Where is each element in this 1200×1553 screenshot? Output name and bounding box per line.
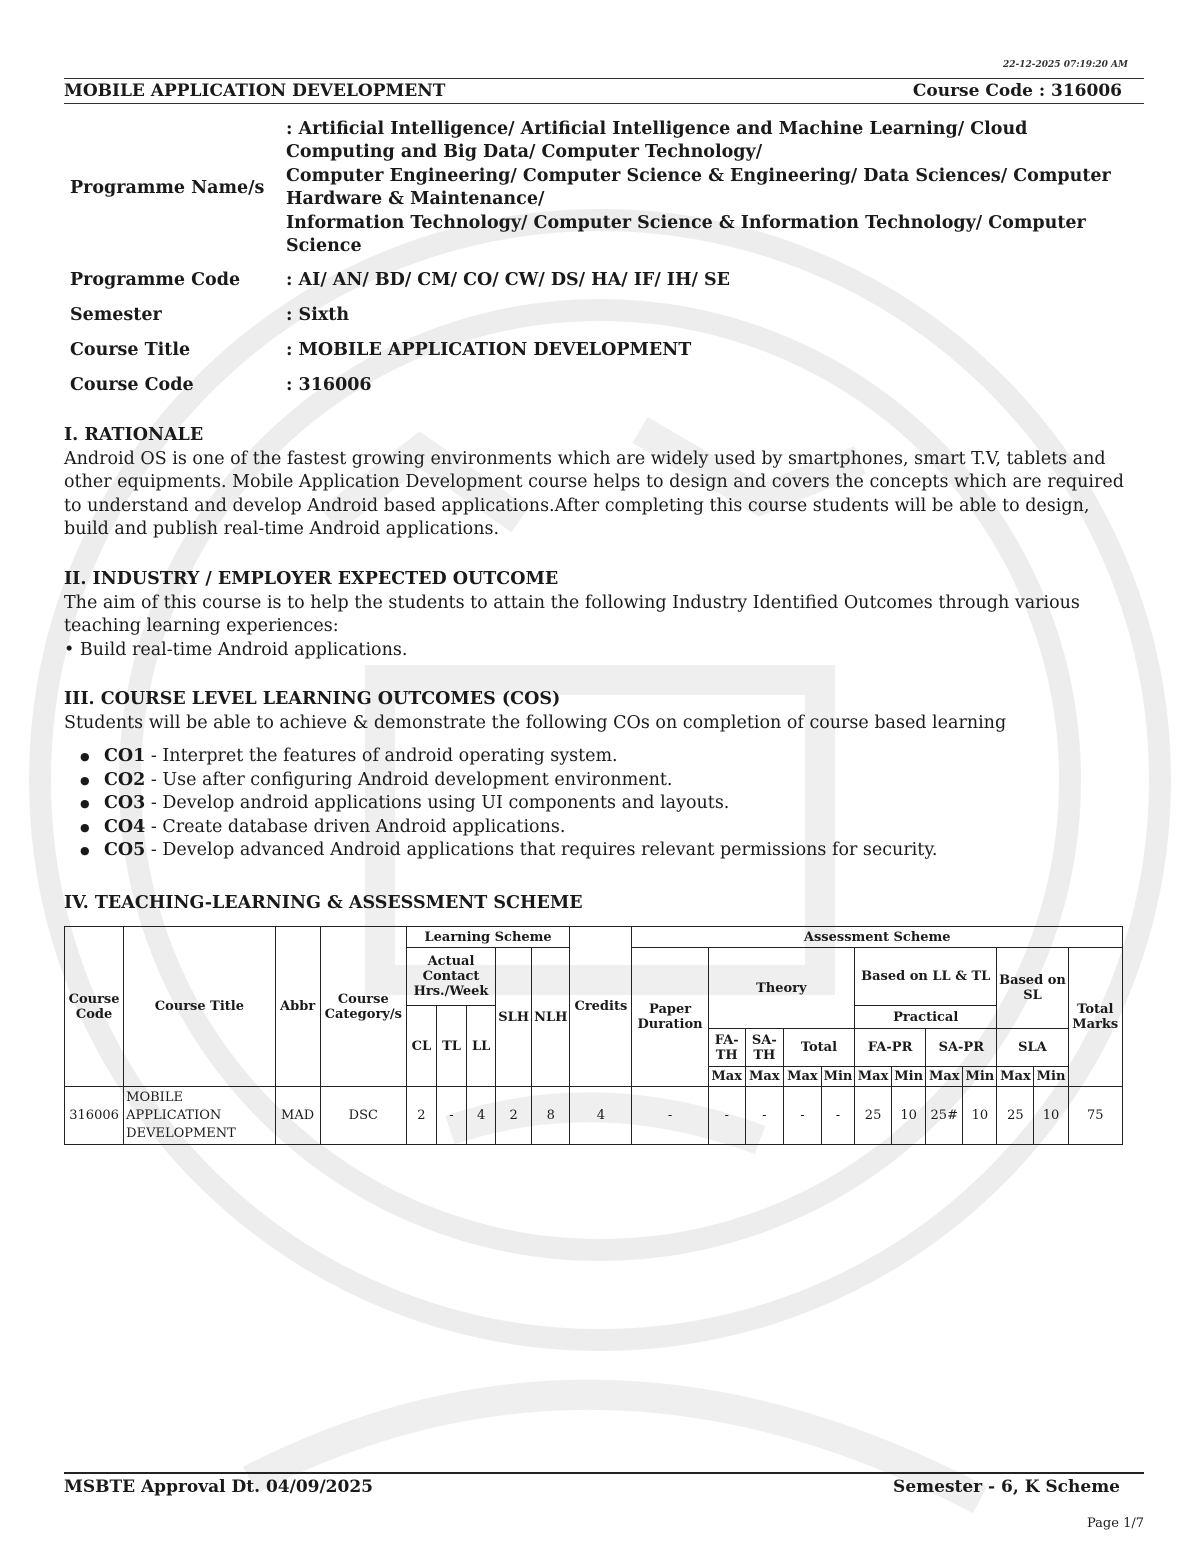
th-slh: SLH: [496, 948, 532, 1087]
cell-cl: 2: [406, 1087, 436, 1145]
th-max: Max: [926, 1067, 963, 1087]
table-row: [65, 1087, 1123, 1145]
cell-sa-pr-max: 25#: [926, 1087, 963, 1145]
cell-category: DSC: [320, 1087, 406, 1145]
co-item: ● CO3 - Develop android applications using UI components and layouts.: [104, 792, 1134, 816]
course-code-label: Course Code: [70, 374, 194, 395]
rationale-heading: I. RATIONALE: [64, 425, 204, 445]
industry-heading: II. INDUSTRY / EMPLOYER EXPECTED OUTCOME: [64, 569, 559, 589]
th-actual-contact: Actual Contact Hrs./Week: [406, 948, 495, 1006]
th-practical: Practical: [855, 1006, 997, 1029]
cell-total-max: -: [783, 1087, 821, 1145]
programme-name-label: Programme Name/s: [70, 178, 265, 198]
th-paper-duration: Paper Duration: [632, 948, 708, 1087]
page-header: [64, 78, 1144, 104]
co-list: [64, 745, 1134, 863]
th-max: Max: [783, 1067, 821, 1087]
rationale-section: [64, 424, 1134, 542]
cell-sla-max: 25: [997, 1087, 1034, 1145]
cell-fa-pr-min: 10: [892, 1087, 926, 1145]
th-tl: TL: [436, 1006, 466, 1087]
cell-ll: 4: [467, 1087, 496, 1145]
programme-code-value: : AI/ AN/ BD/ CM/ CO/ CW/ DS/ HA/ IF/ IH/ SE: [286, 269, 730, 290]
cell-credits: 4: [570, 1087, 632, 1145]
th-total-marks: Total Marks: [1068, 948, 1122, 1087]
th-max: Max: [745, 1067, 783, 1087]
industry-section: [64, 568, 1134, 662]
th-max: Max: [855, 1067, 892, 1087]
th-theory: Theory: [708, 948, 854, 1029]
th-category: Course Category/s: [320, 927, 406, 1087]
programme-name-line: : Artificial Intelligence/ Artificial Intelligence and Machine Learning/ Cloud Computing and Big Data/ Computer Technology/: [286, 118, 1028, 162]
th-assessment-scheme: Assessment Scheme: [632, 927, 1123, 948]
industry-bullet: • Build real-time Android applications.: [64, 639, 408, 660]
th-sa-th: SA-TH: [745, 1029, 783, 1067]
header-course-code: Course Code : 316006: [912, 81, 1122, 101]
rationale-text: Android OS is one of the fastest growing environments which are widely used by smartphones, smart T.V, tablets and other equipments. Mobile Application Development course helps to design and covers the concepts which are required to understand and develop Android based applications.After completing this course students will be able to design, build and publish real-time Android applications.: [64, 448, 1124, 539]
programme-name-line: Computer Engineering/ Computer Science & Engineering/ Data Sciences/ Computer Hardware & Maintenance/: [286, 165, 1111, 209]
th-abbr: Abbr: [275, 927, 320, 1087]
th-max: Max: [708, 1067, 745, 1087]
course-title-label: Course Title: [70, 339, 191, 360]
cell-sa-th-max: -: [745, 1087, 783, 1145]
programme-name-line: Information Technology/ Computer Science & Information Technology/ Computer Science: [286, 212, 1086, 256]
cell-fa-th-max: -: [708, 1087, 745, 1145]
cos-intro: Students will be able to achieve & demonstrate the following COs on completion of course based learning: [64, 712, 1007, 733]
page-number: Page 1/7: [1087, 1516, 1144, 1531]
co-item: ● CO1 - Interpret the features of android operating system.: [104, 745, 1134, 769]
th-sla: SLA: [997, 1029, 1068, 1067]
course-code-value: : 316006: [286, 374, 372, 395]
th-min: Min: [892, 1067, 926, 1087]
th-min: Min: [1034, 1067, 1068, 1087]
cell-total-min: -: [821, 1087, 854, 1145]
print-timestamp: 22-12-2025 07:19:20 AM: [1003, 60, 1128, 70]
th-total: Total: [783, 1029, 854, 1067]
approval-date: MSBTE Approval Dt. 04/09/2025: [64, 1477, 373, 1497]
semester-label: Semester: [70, 304, 162, 325]
cell-fa-pr-max: 25: [855, 1087, 892, 1145]
th-sa-pr: SA-PR: [926, 1029, 997, 1067]
th-fa-pr: FA-PR: [855, 1029, 926, 1067]
teaching-assessment-table: [64, 926, 1123, 1145]
cell-tl: -: [436, 1087, 466, 1145]
th-based-sl: Based on SL: [997, 948, 1068, 1029]
th-nlh: NLH: [532, 948, 570, 1087]
footer-semester: Semester - 6, K Scheme: [893, 1477, 1120, 1497]
th-learning-scheme: Learning Scheme: [406, 927, 569, 948]
th-credits: Credits: [570, 927, 632, 1087]
co-item: ● CO5 - Develop advanced Android applications that requires relevant permissions for security.: [104, 839, 1134, 863]
th-min: Min: [821, 1067, 854, 1087]
cell-abbr: MAD: [275, 1087, 320, 1145]
header-course-title: MOBILE APPLICATION DEVELOPMENT: [64, 81, 446, 101]
th-ll: LL: [467, 1006, 496, 1087]
cos-section: [64, 688, 1134, 863]
page-footer: [64, 1472, 1144, 1500]
cell-course-title: MOBILE APPLICATION DEVELOPMENT: [124, 1087, 275, 1145]
th-based-ll-tl: Based on LL & TL: [855, 948, 997, 1006]
th-course-code: Course Code: [65, 927, 124, 1087]
th-fa-th: FA-TH: [708, 1029, 745, 1067]
cell-sa-pr-min: 10: [963, 1087, 997, 1145]
course-info-table: [70, 114, 1120, 402]
cell-paper-duration: -: [632, 1087, 708, 1145]
scheme-section: [64, 892, 1134, 916]
programme-name-value: [286, 114, 1120, 262]
cell-nlh: 8: [532, 1087, 570, 1145]
course-title-value: : MOBILE APPLICATION DEVELOPMENT: [286, 339, 692, 360]
cell-sla-min: 10: [1034, 1087, 1068, 1145]
th-min: Min: [963, 1067, 997, 1087]
cell-course-code: 316006: [65, 1087, 124, 1145]
semester-value: : Sixth: [286, 304, 350, 325]
scheme-heading: IV. TEACHING-LEARNING & ASSESSMENT SCHEME: [64, 893, 583, 913]
cell-total-marks: 75: [1068, 1087, 1122, 1145]
cos-heading: III. COURSE LEVEL LEARNING OUTCOMES (COS): [64, 689, 561, 709]
co-item: ● CO2 - Use after configuring Android development environment.: [104, 769, 1134, 793]
industry-text: The aim of this course is to help the students to attain the following Industry Identified Outcomes through various teaching learning experiences:: [64, 592, 1080, 636]
cell-slh: 2: [496, 1087, 532, 1145]
programme-code-label: Programme Code: [70, 269, 241, 290]
th-cl: CL: [406, 1006, 436, 1087]
th-max: Max: [997, 1067, 1034, 1087]
co-item: ● CO4 - Create database driven Android applications.: [104, 816, 1134, 840]
th-course-title: Course Title: [124, 927, 275, 1087]
